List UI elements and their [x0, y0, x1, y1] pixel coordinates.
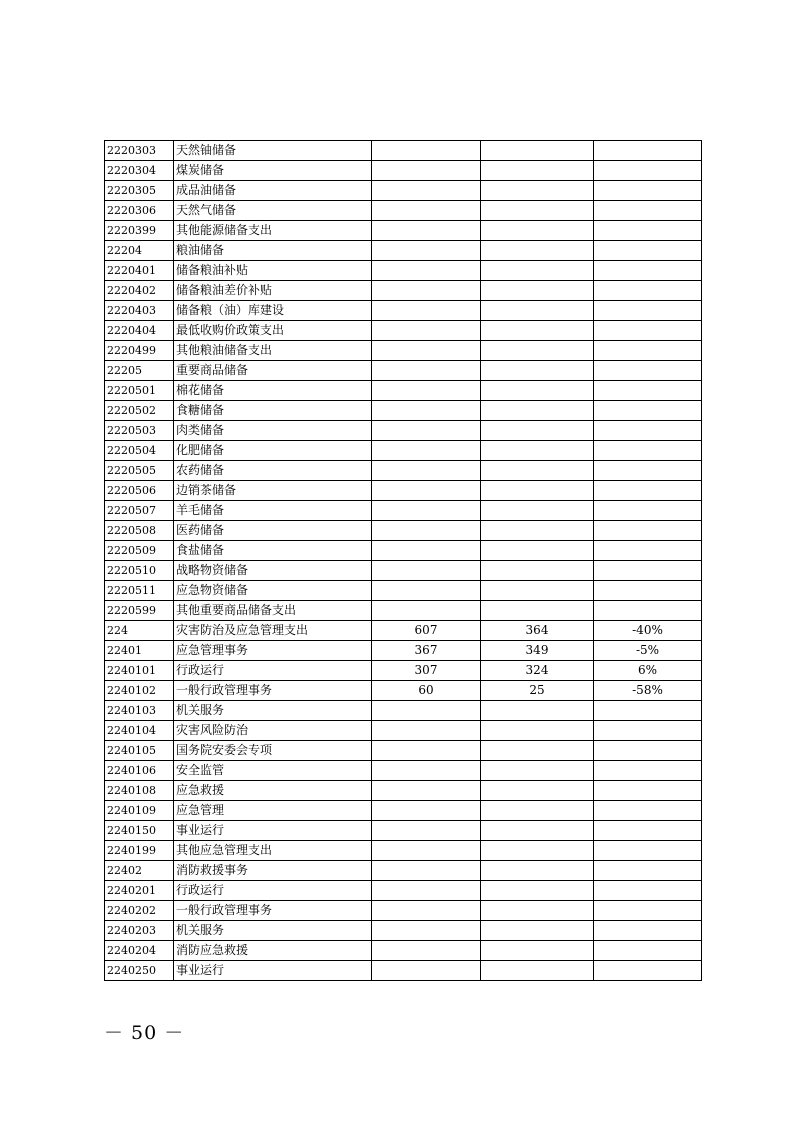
cell-subject-code: 22401 — [105, 641, 174, 661]
cell-value-1 — [372, 161, 481, 181]
cell-value-2 — [481, 141, 594, 161]
cell-value-3 — [594, 361, 702, 381]
cell-value-3: -5% — [594, 641, 702, 661]
cell-value-2 — [481, 941, 594, 961]
cell-value-1 — [372, 701, 481, 721]
cell-value-1: 60 — [372, 681, 481, 701]
cell-value-1: 307 — [372, 661, 481, 681]
cell-value-1 — [372, 361, 481, 381]
cell-value-3 — [594, 421, 702, 441]
cell-subject-code: 224 — [105, 621, 174, 641]
cell-subject-name: 应急管理 — [174, 801, 372, 821]
cell-subject-name: 事业运行 — [174, 961, 372, 981]
cell-value-3 — [594, 221, 702, 241]
cell-value-2 — [481, 261, 594, 281]
cell-value-2 — [481, 781, 594, 801]
cell-value-3 — [594, 441, 702, 461]
cell-value-1 — [372, 301, 481, 321]
cell-value-2 — [481, 281, 594, 301]
cell-subject-code: 2220505 — [105, 461, 174, 481]
cell-value-1 — [372, 501, 481, 521]
cell-subject-name: 其他应急管理支出 — [174, 841, 372, 861]
cell-value-2 — [481, 221, 594, 241]
cell-subject-name: 消防应急救援 — [174, 941, 372, 961]
cell-subject-code: 2220402 — [105, 281, 174, 301]
table-row — [105, 581, 702, 601]
table-row — [105, 161, 702, 181]
table-row — [105, 701, 702, 721]
table-row — [105, 961, 702, 981]
cell-value-1 — [372, 761, 481, 781]
table-row — [105, 861, 702, 881]
cell-value-3 — [594, 341, 702, 361]
cell-value-2 — [481, 561, 594, 581]
cell-subject-name: 安全监管 — [174, 761, 372, 781]
cell-subject-code: 2240101 — [105, 661, 174, 681]
table-row — [105, 201, 702, 221]
cell-value-2 — [481, 741, 594, 761]
budget-table — [104, 140, 702, 981]
table-row — [105, 141, 702, 161]
cell-subject-code: 2240203 — [105, 921, 174, 941]
table-row — [105, 181, 702, 201]
cell-subject-name: 储备粮油补贴 — [174, 261, 372, 281]
cell-subject-code: 2240103 — [105, 701, 174, 721]
cell-value-1 — [372, 961, 481, 981]
cell-subject-name: 一般行政管理事务 — [174, 681, 372, 701]
cell-subject-name: 最低收购价政策支出 — [174, 321, 372, 341]
cell-value-2 — [481, 341, 594, 361]
table-row — [105, 821, 702, 841]
cell-subject-code: 2240250 — [105, 961, 174, 981]
table-row — [105, 761, 702, 781]
cell-subject-name: 机关服务 — [174, 921, 372, 941]
table-row — [105, 901, 702, 921]
cell-subject-name: 消防救援事务 — [174, 861, 372, 881]
cell-value-3 — [594, 821, 702, 841]
cell-value-2 — [481, 201, 594, 221]
cell-value-2 — [481, 821, 594, 841]
cell-subject-code: 2220305 — [105, 181, 174, 201]
cell-value-3 — [594, 881, 702, 901]
cell-value-3 — [594, 401, 702, 421]
table-row — [105, 441, 702, 461]
cell-value-1 — [372, 901, 481, 921]
cell-subject-code: 2220510 — [105, 561, 174, 581]
cell-subject-code: 2220399 — [105, 221, 174, 241]
cell-subject-code: 2220509 — [105, 541, 174, 561]
cell-value-3 — [594, 601, 702, 621]
table-row — [105, 341, 702, 361]
table-row — [105, 661, 702, 681]
table-row — [105, 921, 702, 941]
cell-subject-code: 2240150 — [105, 821, 174, 841]
cell-value-3 — [594, 761, 702, 781]
cell-subject-name: 粮油储备 — [174, 241, 372, 261]
cell-subject-name: 储备粮（油）库建设 — [174, 301, 372, 321]
cell-value-3 — [594, 841, 702, 861]
table-row — [105, 641, 702, 661]
cell-subject-name: 行政运行 — [174, 661, 372, 681]
cell-value-1 — [372, 421, 481, 441]
cell-value-3 — [594, 941, 702, 961]
cell-subject-code: 2240105 — [105, 741, 174, 761]
cell-value-1 — [372, 841, 481, 861]
cell-value-3 — [594, 321, 702, 341]
table-row — [105, 801, 702, 821]
cell-subject-code: 22204 — [105, 241, 174, 261]
cell-value-3 — [594, 581, 702, 601]
cell-subject-code: 2240201 — [105, 881, 174, 901]
cell-value-2 — [481, 321, 594, 341]
cell-subject-name: 应急管理事务 — [174, 641, 372, 661]
cell-value-3 — [594, 561, 702, 581]
cell-value-1 — [372, 781, 481, 801]
cell-subject-name: 灾害风险防治 — [174, 721, 372, 741]
table-row — [105, 721, 702, 741]
table-row — [105, 941, 702, 961]
cell-value-2 — [481, 361, 594, 381]
cell-subject-name: 一般行政管理事务 — [174, 901, 372, 921]
cell-value-1 — [372, 441, 481, 461]
cell-value-2: 324 — [481, 661, 594, 681]
table-row — [105, 621, 702, 641]
table-row — [105, 281, 702, 301]
cell-value-3 — [594, 281, 702, 301]
cell-value-3 — [594, 961, 702, 981]
cell-value-3 — [594, 721, 702, 741]
cell-subject-name: 重要商品储备 — [174, 361, 372, 381]
cell-value-1 — [372, 941, 481, 961]
cell-subject-code: 2220499 — [105, 341, 174, 361]
table-row — [105, 401, 702, 421]
cell-subject-code: 2220506 — [105, 481, 174, 501]
cell-value-3 — [594, 781, 702, 801]
table-row — [105, 241, 702, 261]
budget-table-body — [105, 141, 702, 981]
cell-value-3 — [594, 861, 702, 881]
table-row — [105, 421, 702, 441]
cell-value-2 — [481, 501, 594, 521]
cell-subject-code: 2220502 — [105, 401, 174, 421]
cell-value-3 — [594, 181, 702, 201]
cell-subject-code: 2220511 — [105, 581, 174, 601]
cell-subject-name: 灾害防治及应急管理支出 — [174, 621, 372, 641]
budget-table-container — [104, 140, 701, 981]
cell-value-1: 607 — [372, 621, 481, 641]
cell-value-3 — [594, 741, 702, 761]
cell-value-2: 25 — [481, 681, 594, 701]
cell-value-1: 367 — [372, 641, 481, 661]
cell-value-3 — [594, 241, 702, 261]
cell-subject-name: 羊毛储备 — [174, 501, 372, 521]
cell-subject-name: 成品油储备 — [174, 181, 372, 201]
cell-subject-name: 肉类储备 — [174, 421, 372, 441]
cell-value-3 — [594, 501, 702, 521]
cell-subject-code: 2240102 — [105, 681, 174, 701]
cell-subject-name: 天然铀储备 — [174, 141, 372, 161]
cell-subject-code: 2240108 — [105, 781, 174, 801]
cell-subject-code: 2240106 — [105, 761, 174, 781]
cell-subject-code: 2220304 — [105, 161, 174, 181]
table-row — [105, 561, 702, 581]
cell-subject-code: 2220503 — [105, 421, 174, 441]
cell-value-3 — [594, 461, 702, 481]
cell-subject-name: 化肥储备 — [174, 441, 372, 461]
cell-value-1 — [372, 821, 481, 841]
cell-value-3 — [594, 481, 702, 501]
cell-value-1 — [372, 461, 481, 481]
cell-value-1 — [372, 541, 481, 561]
cell-value-1 — [372, 341, 481, 361]
table-row — [105, 481, 702, 501]
cell-subject-name: 其他粮油储备支出 — [174, 341, 372, 361]
cell-value-2 — [481, 241, 594, 261]
cell-value-1 — [372, 481, 481, 501]
cell-subject-name: 棉花储备 — [174, 381, 372, 401]
cell-subject-code: 2220404 — [105, 321, 174, 341]
cell-value-1 — [372, 181, 481, 201]
cell-subject-code: 2220507 — [105, 501, 174, 521]
cell-subject-code: 22402 — [105, 861, 174, 881]
cell-value-2: 364 — [481, 621, 594, 641]
cell-subject-code: 2220303 — [105, 141, 174, 161]
table-row — [105, 461, 702, 481]
cell-value-3 — [594, 201, 702, 221]
cell-value-2 — [481, 901, 594, 921]
cell-value-2 — [481, 581, 594, 601]
cell-value-1 — [372, 281, 481, 301]
cell-value-2 — [481, 921, 594, 941]
table-row — [105, 221, 702, 241]
table-row — [105, 361, 702, 381]
cell-subject-name: 事业运行 — [174, 821, 372, 841]
cell-value-3: -58% — [594, 681, 702, 701]
table-row — [105, 501, 702, 521]
table-row — [105, 881, 702, 901]
table-row — [105, 841, 702, 861]
cell-value-2 — [481, 541, 594, 561]
cell-value-3 — [594, 901, 702, 921]
table-row — [105, 381, 702, 401]
table-row — [105, 741, 702, 761]
cell-subject-code: 2220504 — [105, 441, 174, 461]
cell-value-2 — [481, 461, 594, 481]
cell-subject-code: 2240104 — [105, 721, 174, 741]
cell-value-1 — [372, 561, 481, 581]
cell-subject-name: 机关服务 — [174, 701, 372, 721]
cell-value-1 — [372, 241, 481, 261]
cell-value-1 — [372, 521, 481, 541]
cell-value-1 — [372, 581, 481, 601]
cell-value-1 — [372, 221, 481, 241]
cell-value-3 — [594, 261, 702, 281]
cell-value-1 — [372, 861, 481, 881]
cell-subject-code: 2240204 — [105, 941, 174, 961]
cell-value-1 — [372, 321, 481, 341]
table-row — [105, 781, 702, 801]
cell-subject-name: 食盐储备 — [174, 541, 372, 561]
cell-subject-name: 储备粮油差价补贴 — [174, 281, 372, 301]
cell-value-1 — [372, 261, 481, 281]
cell-value-3 — [594, 701, 702, 721]
cell-subject-code: 2240109 — [105, 801, 174, 821]
cell-value-2 — [481, 181, 594, 201]
cell-value-2 — [481, 381, 594, 401]
cell-subject-name: 其他能源储备支出 — [174, 221, 372, 241]
cell-value-1 — [372, 381, 481, 401]
page-number: － 50 － — [104, 1022, 185, 1044]
cell-value-2 — [481, 801, 594, 821]
cell-subject-name: 应急救援 — [174, 781, 372, 801]
cell-value-1 — [372, 141, 481, 161]
cell-value-2 — [481, 881, 594, 901]
cell-value-2 — [481, 301, 594, 321]
cell-subject-name: 边销茶储备 — [174, 481, 372, 501]
cell-value-1 — [372, 721, 481, 741]
cell-value-1 — [372, 741, 481, 761]
cell-subject-name: 食糖储备 — [174, 401, 372, 421]
cell-value-1 — [372, 921, 481, 941]
cell-value-1 — [372, 801, 481, 821]
cell-subject-name: 其他重要商品储备支出 — [174, 601, 372, 621]
table-row — [105, 321, 702, 341]
table-row — [105, 681, 702, 701]
cell-subject-name: 行政运行 — [174, 881, 372, 901]
table-row — [105, 521, 702, 541]
cell-value-2 — [481, 441, 594, 461]
cell-value-2 — [481, 701, 594, 721]
cell-value-2 — [481, 401, 594, 421]
cell-value-1 — [372, 881, 481, 901]
cell-value-2 — [481, 521, 594, 541]
cell-value-3: -40% — [594, 621, 702, 641]
cell-value-2 — [481, 721, 594, 741]
cell-value-2 — [481, 761, 594, 781]
cell-subject-name: 国务院安委会专项 — [174, 741, 372, 761]
cell-subject-name: 战略物资储备 — [174, 561, 372, 581]
cell-value-3 — [594, 301, 702, 321]
cell-subject-code: 2220306 — [105, 201, 174, 221]
cell-value-1 — [372, 601, 481, 621]
table-row — [105, 301, 702, 321]
table-row — [105, 541, 702, 561]
cell-subject-code: 2220403 — [105, 301, 174, 321]
cell-value-3 — [594, 921, 702, 941]
cell-value-3 — [594, 141, 702, 161]
cell-subject-name: 天然气储备 — [174, 201, 372, 221]
cell-subject-code: 2220508 — [105, 521, 174, 541]
cell-subject-code: 2240202 — [105, 901, 174, 921]
cell-subject-code: 2220599 — [105, 601, 174, 621]
cell-value-3 — [594, 801, 702, 821]
cell-subject-name: 应急物资储备 — [174, 581, 372, 601]
table-row — [105, 601, 702, 621]
cell-value-2 — [481, 961, 594, 981]
cell-value-3 — [594, 161, 702, 181]
cell-value-3 — [594, 381, 702, 401]
cell-subject-code: 2220501 — [105, 381, 174, 401]
cell-value-2 — [481, 601, 594, 621]
cell-subject-code: 22205 — [105, 361, 174, 381]
table-row — [105, 261, 702, 281]
cell-subject-name: 农药储备 — [174, 461, 372, 481]
cell-subject-code: 2240199 — [105, 841, 174, 861]
cell-value-2 — [481, 481, 594, 501]
cell-value-1 — [372, 201, 481, 221]
cell-value-2 — [481, 421, 594, 441]
cell-value-2 — [481, 161, 594, 181]
cell-value-3: 6% — [594, 661, 702, 681]
cell-value-3 — [594, 521, 702, 541]
cell-subject-code: 2220401 — [105, 261, 174, 281]
cell-value-3 — [594, 541, 702, 561]
cell-subject-name: 煤炭储备 — [174, 161, 372, 181]
cell-subject-name: 医药储备 — [174, 521, 372, 541]
cell-value-2: 349 — [481, 641, 594, 661]
cell-value-1 — [372, 401, 481, 421]
cell-value-2 — [481, 861, 594, 881]
cell-value-2 — [481, 841, 594, 861]
